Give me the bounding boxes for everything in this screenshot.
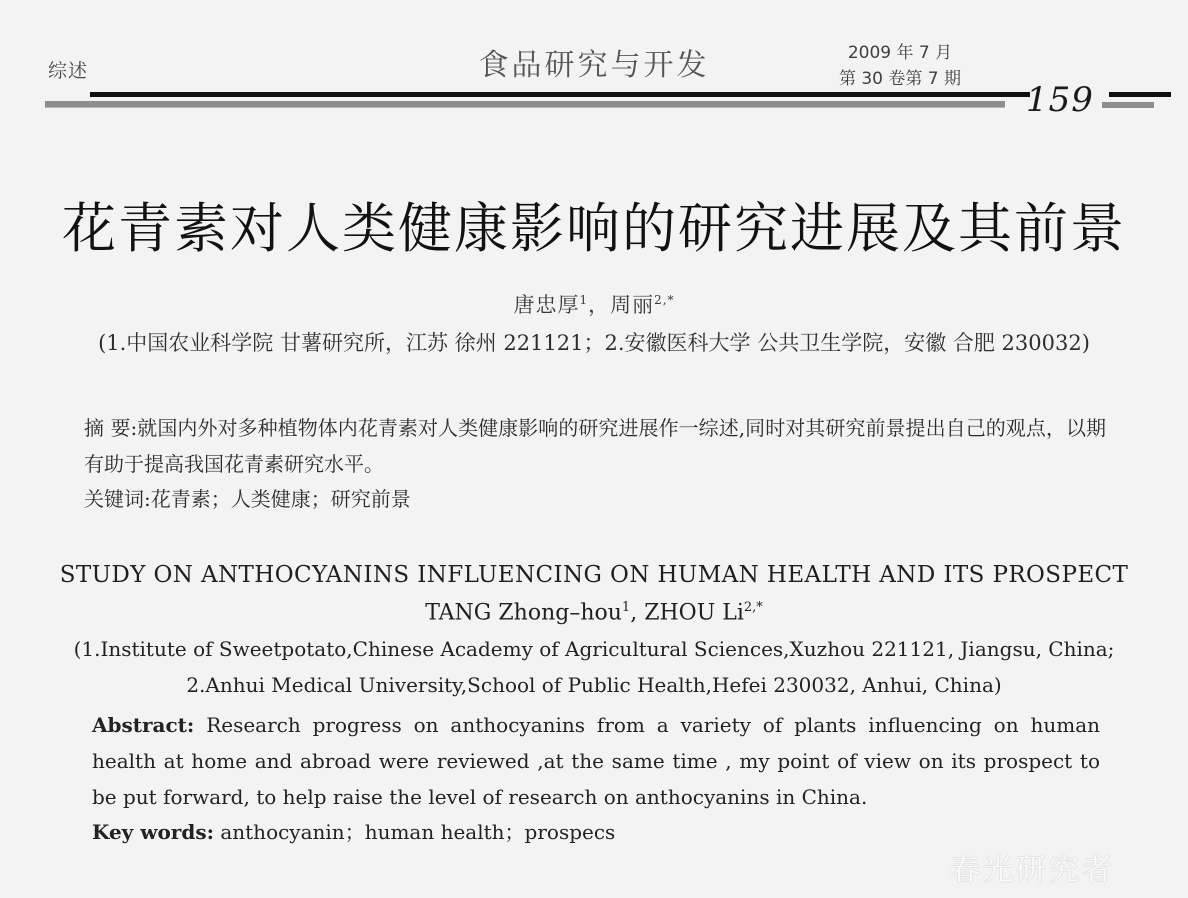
author-en-2-sup: 2,* — [743, 600, 763, 615]
abstract-cn-label: 摘 要: — [84, 416, 138, 440]
keywords-en-text: anthocyanin；human health；prospecs — [220, 820, 616, 844]
issue-volume: 第 30 卷第 7 期 — [838, 69, 962, 89]
header-rule-gray — [45, 101, 1005, 108]
author-en-1: TANG Zhong–hou — [425, 600, 622, 626]
header-rule-black-right — [1109, 92, 1171, 97]
authors-en-separator: , ZHOU Li — [630, 600, 744, 626]
keywords-en-label: Key words: — [92, 820, 214, 844]
page-number: 159 — [1026, 80, 1094, 120]
header-rule-gray-right — [1102, 102, 1154, 108]
author-cn-1-sup: 1 — [579, 293, 589, 307]
abstract-en-text: Research progress on anthocyanins from a variety of plants influencing on human health at home and abroad were reviewed ,at the same time , my point of view on its prospect to be put forward, to help raise the level of research on anthocyanins in China. — [92, 713, 1100, 809]
abstract-en-label: Abstract: — [92, 713, 195, 737]
watermark: 春光研究者 — [950, 853, 1115, 888]
affiliation-en-line2: 2.Anhui Medical University,School of Public Health,Hefei 230032, Anhui, China) — [186, 673, 1002, 697]
section-label: 综述 — [48, 60, 89, 82]
article-title-cn: 花青素对人类健康影响的研究进展及其前景 — [62, 197, 1126, 260]
affiliation-en-line1: (1.Institute of Sweetpotato,Chinese Academy of Agricultural Sciences,Xuzhou 221121, Jiangsu, China; — [73, 637, 1115, 661]
authors-cn-separator: ，周丽 — [588, 293, 655, 317]
authors-cn — [0, 289, 1188, 319]
journal-name: 食品研究与开发 — [478, 48, 710, 83]
author-en-1-sup: 1 — [621, 600, 631, 615]
keywords-cn: 关键词:花青素；人类健康；研究前景 — [84, 487, 411, 511]
affiliation-cn: (1.中国农业科学院 甘薯研究所，江苏 徐州 221121；2.安徽医科大学 公共卫生学院，安徽 合肥 230032) — [98, 331, 1090, 355]
abstract-cn-text: 就国内外对多种植物体内花青素对人类健康影响的研究进展作一综述,同时对其研究前景提出自己的观点，以期有助于提高我国花青素研究水平。 — [84, 416, 1106, 476]
article-title-en: STUDY ON ANTHOCYANINS INFLUENCING ON HUMAN HEALTH AND ITS PROSPECT — [59, 562, 1129, 588]
issue-info — [790, 40, 1010, 92]
author-cn-1: 唐忠厚 — [513, 293, 580, 317]
issue-date: 2009 年 7 月 — [847, 43, 953, 63]
authors-en — [0, 600, 1188, 625]
abstract-cn — [84, 410, 1106, 482]
keywords-en — [92, 815, 1100, 849]
author-cn-2-sup: 2,* — [654, 293, 675, 307]
running-head — [0, 34, 1188, 94]
header-rule-black — [90, 92, 1030, 97]
abstract-en — [92, 707, 1100, 815]
